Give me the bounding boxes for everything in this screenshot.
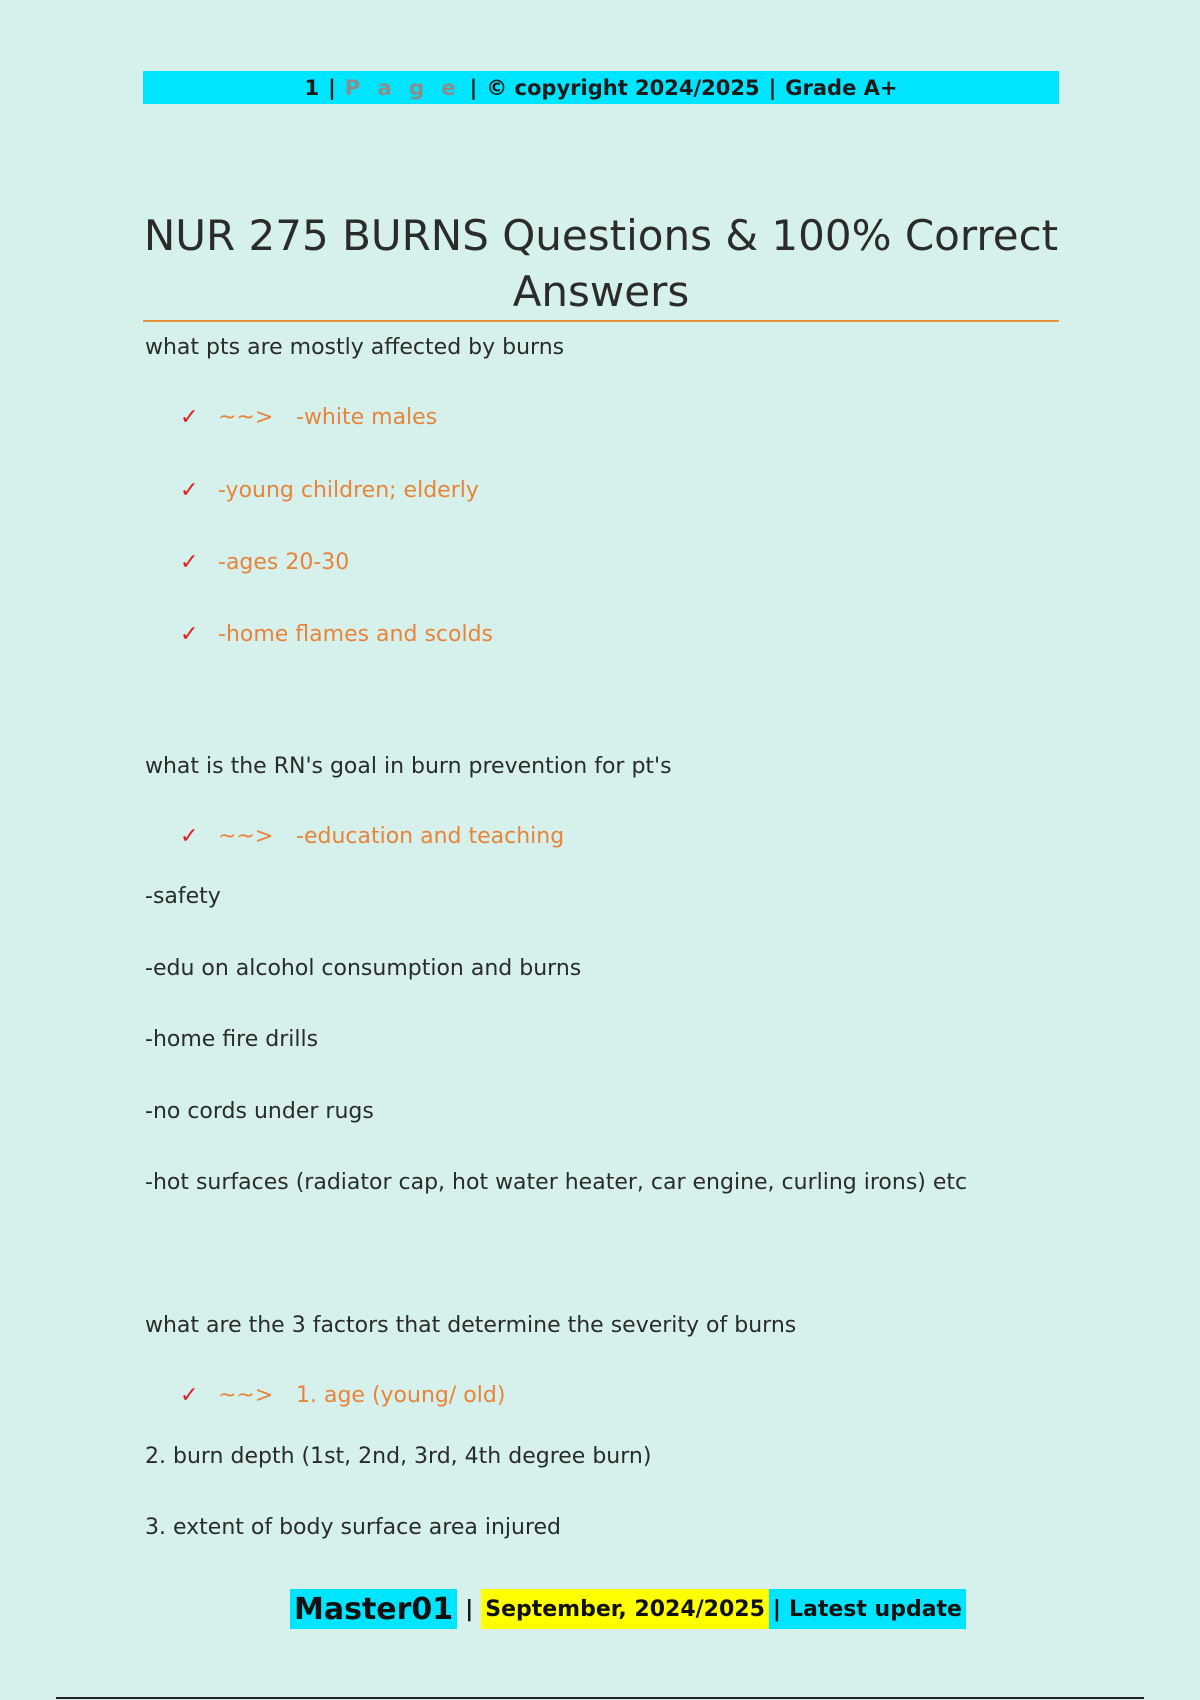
footer-separator: | (769, 1589, 789, 1629)
answer-text: -white males (296, 405, 438, 430)
answer-continuation: 3. extent of body surface area injured (145, 1515, 562, 1540)
answer-item (180, 405, 437, 430)
answer-item (180, 824, 564, 849)
question-text: what is the RN's goal in burn prevention for pt's (145, 754, 672, 779)
answer-item (180, 622, 493, 647)
header-separator: | (328, 75, 336, 100)
header-separator: | (768, 75, 777, 100)
page-footer (290, 1589, 966, 1629)
check-icon: ✓ (180, 622, 199, 647)
document-title: NUR 275 BURNS Questions & 100% Correct Answers (143, 211, 1059, 316)
page-header (143, 71, 1059, 104)
grade-text: Grade A+ (785, 75, 898, 100)
answer-continuation: -home fire drills (145, 1027, 319, 1052)
page-number: 1 (304, 75, 320, 100)
check-icon: ✓ (180, 478, 199, 503)
answer-continuation: -no cords under rugs (145, 1099, 374, 1124)
footer-date: September, 2024/2025 (481, 1589, 769, 1629)
page-bottom-rule (56, 1697, 1144, 1699)
answer-text: -education and teaching (296, 824, 565, 849)
check-icon: ✓ (180, 550, 199, 575)
answer-arrow: ~~> (218, 1383, 274, 1408)
page-word: P a g e (344, 75, 461, 100)
check-icon: ✓ (180, 824, 199, 849)
answer-text: 1. age (young/ old) (296, 1383, 506, 1408)
copyright-text: © copyright 2024/2025 (486, 75, 760, 100)
answer-continuation: -hot surfaces (radiator cap, hot water heater, car engine, curling irons) etc (145, 1170, 968, 1195)
header-separator: | (469, 75, 478, 100)
answer-arrow: ~~> (218, 405, 274, 430)
answer-continuation: -safety (145, 884, 221, 909)
footer-author: Master01 (290, 1589, 457, 1629)
answer-continuation: 2. burn depth (1st, 2nd, 3rd, 4th degree burn) (145, 1444, 652, 1469)
answer-text: -young children; elderly (218, 478, 479, 503)
title-underline (143, 320, 1059, 322)
answer-arrow: ~~> (218, 824, 274, 849)
answer-item (180, 550, 349, 575)
answer-text: -home flames and scolds (218, 622, 493, 647)
answer-item (180, 478, 479, 503)
question-text: what are the 3 factors that determine the severity of burns (145, 1313, 797, 1338)
answer-continuation: -edu on alcohol consumption and burns (145, 956, 582, 981)
question-text: what pts are mostly affected by burns (145, 335, 565, 360)
check-icon: ✓ (180, 1383, 199, 1408)
answer-item (180, 1383, 505, 1408)
footer-latest-update: Latest update (789, 1589, 966, 1629)
answer-text: -ages 20-30 (218, 550, 350, 575)
check-icon: ✓ (180, 405, 199, 430)
footer-separator: | (457, 1589, 481, 1629)
